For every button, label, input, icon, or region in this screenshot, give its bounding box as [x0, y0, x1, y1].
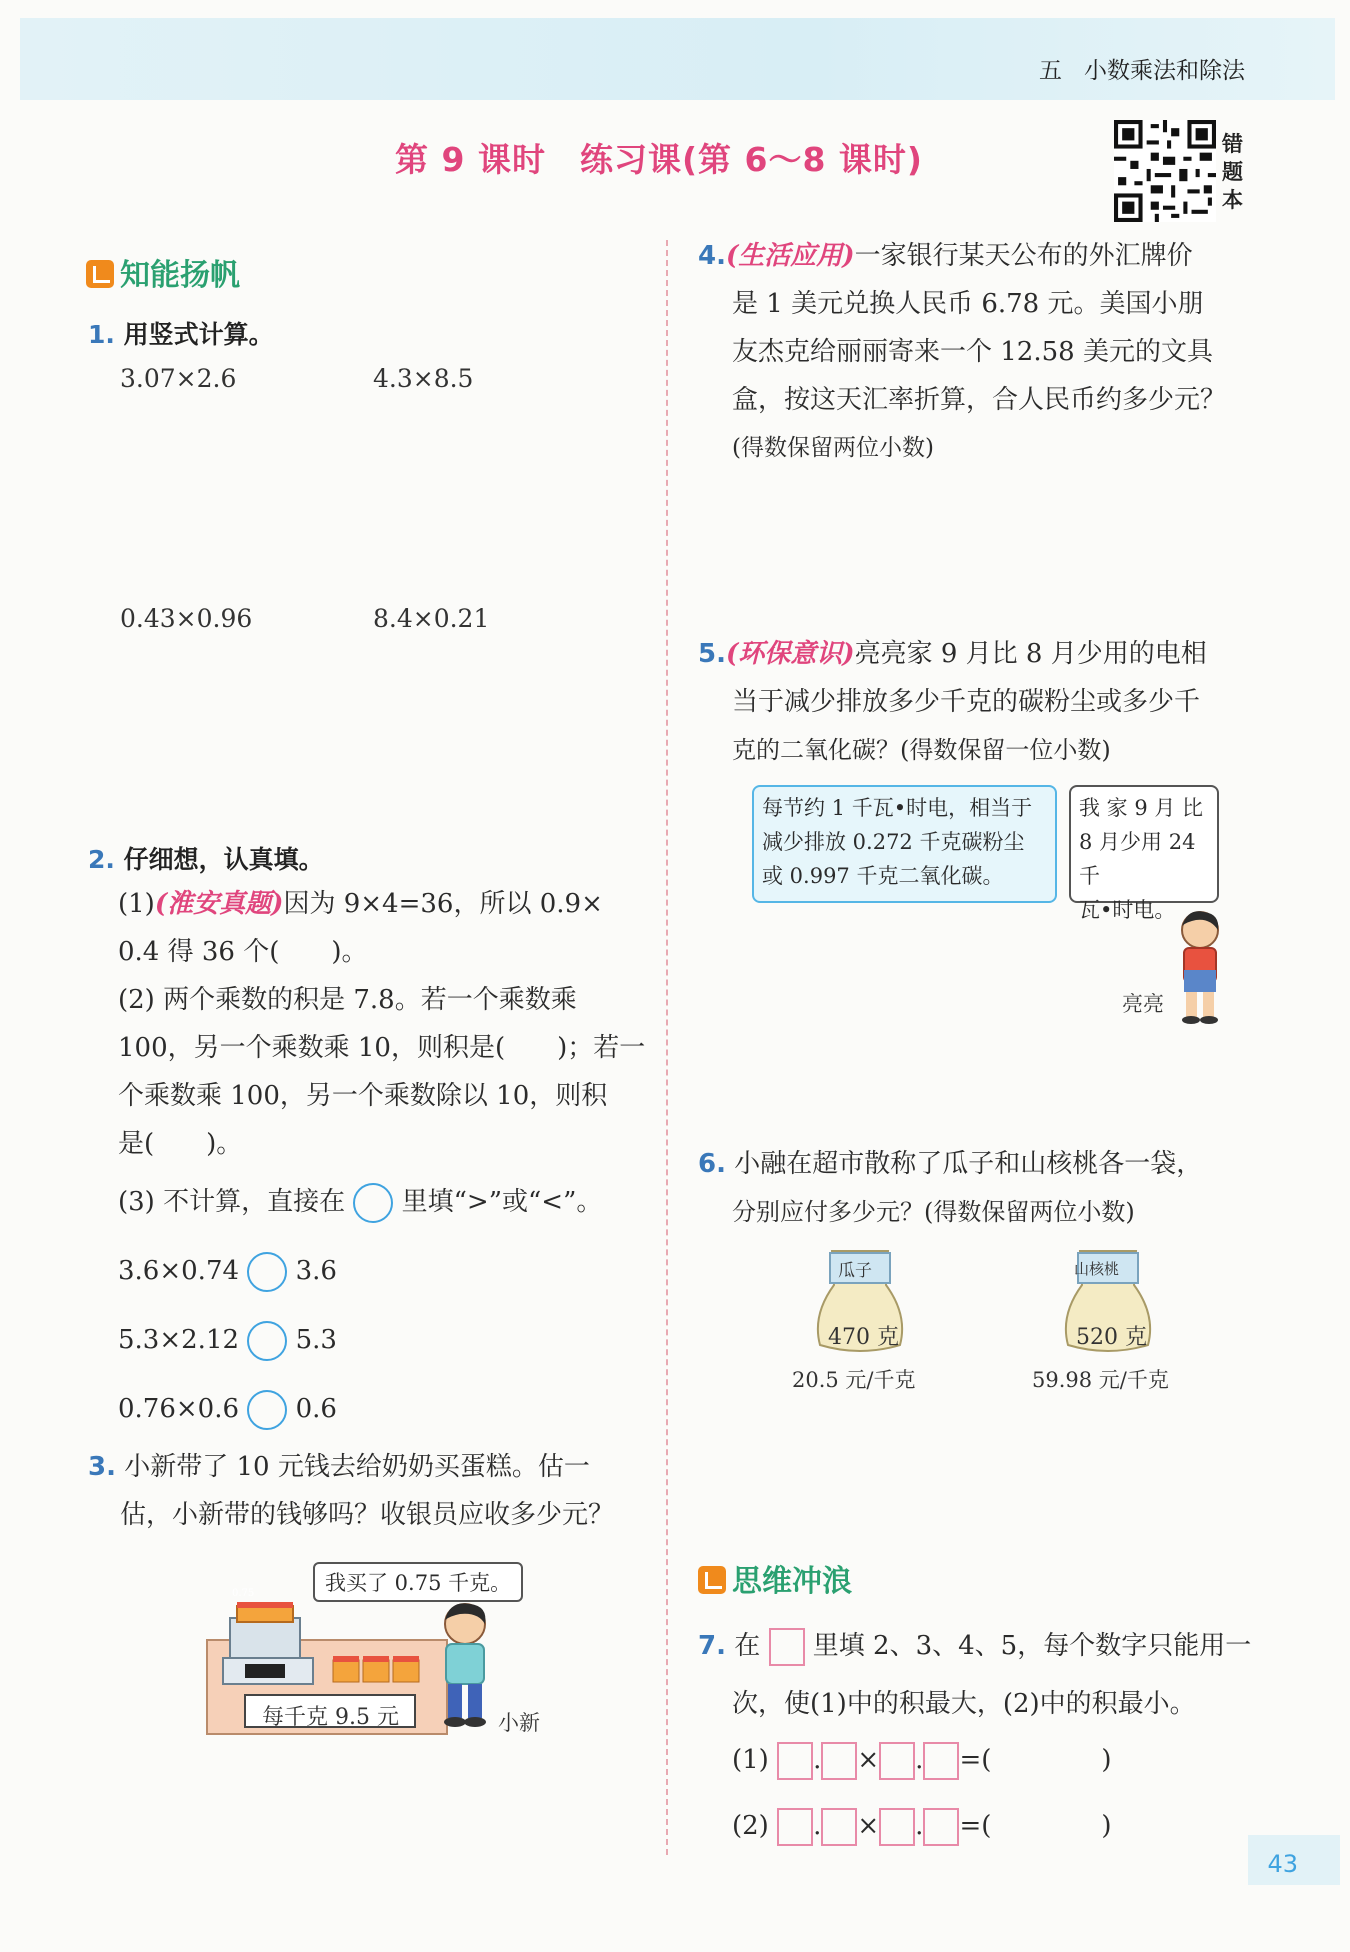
question-text: 用竖式计算。 [123, 320, 274, 349]
page-number: 43 [1267, 1850, 1298, 1878]
digit-box[interactable] [923, 1742, 959, 1780]
q5-line1 [698, 630, 1207, 678]
bag-price: 59.98 元/千克 [1032, 1368, 1169, 1392]
close-paren: ) [1101, 1745, 1112, 1775]
compare-left: 3.6×0.74 [118, 1256, 240, 1286]
question-text: 一家银行某天公布的外汇牌价 [854, 241, 1193, 271]
compare-left: 5.3×2.12 [118, 1325, 240, 1355]
q5-line2: 当于减少排放多少千克的碳粉尘或多少千 [732, 687, 1201, 717]
sail-icon [86, 260, 114, 288]
source-tag: (生活应用) [725, 241, 855, 271]
question-text: 里填“>”或“<”。 [401, 1187, 603, 1217]
qr-label [1222, 130, 1248, 214]
equals-sign: =( [959, 1811, 992, 1841]
source-tag: (环保意识) [725, 639, 855, 669]
question-number: 1. [88, 320, 115, 349]
q3-line2: 估，小新带的钱够吗？收银员应收多少元？ [120, 1500, 615, 1530]
question-number: 6. [698, 1149, 726, 1179]
compare-right: 5.3 [295, 1325, 337, 1355]
equals-sign: =( [959, 1745, 992, 1775]
source-tag: (淮安真题) [154, 889, 284, 919]
compare-left: 0.76×0.6 [118, 1394, 240, 1424]
section-heading-2 [698, 1556, 852, 1600]
row-label: (2) [732, 1811, 769, 1841]
fact-line: 减少排放 0.272 千克碳粉尘 [762, 830, 1025, 854]
q2-part2-line4: 是( )。 [118, 1129, 243, 1159]
price-sign: 每千克 9.5 元 [262, 1705, 399, 1730]
q2-part3-line [118, 1178, 602, 1226]
section-title: 知能扬帆 [120, 258, 240, 293]
comparison-row [118, 1316, 337, 1364]
bag-weight: 520 克 [1076, 1325, 1147, 1350]
xiaoxin-label: 小新 [498, 1711, 540, 1735]
q3-speech-bubble: 我买了 0.75 千克。 [313, 1562, 523, 1602]
q6-line1 [698, 1140, 1202, 1188]
q1-expr-3: 0.43×0.96 [120, 604, 253, 633]
digit-box[interactable] [777, 1808, 813, 1846]
comparison-row [118, 1385, 337, 1433]
q4-line3: 友杰克给丽丽寄来一个 12.58 美元的文具 [732, 337, 1213, 367]
qr-label-char: 本 [1222, 188, 1243, 212]
q7-row-2 [732, 1802, 1112, 1850]
digit-box[interactable] [879, 1808, 915, 1846]
times-sign: × [857, 1745, 880, 1775]
compare-circle-example [353, 1183, 393, 1223]
q7-row-1 [732, 1736, 1112, 1784]
question-text: (3) 不计算，直接在 [118, 1187, 346, 1217]
q1-expr-1: 3.07×2.6 [120, 364, 237, 393]
q4-line5: (得数保留两位小数) [732, 435, 934, 461]
part-label: (1) [118, 889, 155, 919]
close-paren: ) [1101, 1811, 1112, 1841]
q2-part1-line1 [118, 880, 603, 928]
comparison-row [118, 1247, 337, 1295]
q7-line2: 次，使(1)中的积最大，(2)中的积最小。 [732, 1689, 1196, 1719]
compare-right: 0.6 [295, 1394, 337, 1424]
qr-label-char: 错 [1222, 132, 1243, 156]
chapter-number: 五 [1039, 58, 1062, 84]
section-title: 思维冲浪 [732, 1564, 852, 1599]
chapter-title [1039, 52, 1245, 85]
column-divider [666, 240, 668, 1855]
section-heading-1 [86, 250, 240, 294]
q4-line2: 是 1 美元兑换人民币 6.78 元。美国小朋 [732, 289, 1204, 319]
digit-box[interactable] [821, 1742, 857, 1780]
q2-part2-line2: 100，另一个乘数乘 10，则积是( )；若一 [118, 1033, 646, 1063]
row-label: (1) [732, 1745, 769, 1775]
digit-box[interactable] [777, 1742, 813, 1780]
question-number: 5. [698, 639, 726, 669]
question-text: 小融在超市散称了瓜子和山核桃各一袋， [734, 1149, 1203, 1179]
compare-answer-circle[interactable] [247, 1252, 287, 1292]
chapter-name: 小数乘法和除法 [1084, 58, 1245, 84]
digit-box[interactable] [923, 1808, 959, 1846]
bag-label: 山核桃 [1074, 1260, 1120, 1278]
wave-icon [698, 1566, 726, 1594]
qr-code-icon[interactable] [1114, 120, 1216, 222]
question-number: 2. [88, 845, 115, 874]
energy-fact-box [752, 785, 1057, 903]
q5-line3: 克的二氧化碳？(得数保留一位小数) [732, 736, 1111, 764]
question-text: 因为 9×4=36，所以 0.9× [283, 889, 603, 919]
compare-answer-circle[interactable] [247, 1390, 287, 1430]
q7-line1 [698, 1622, 1251, 1670]
liangliang-label: 亮亮 [1122, 992, 1164, 1016]
q4-line4: 盒，按这天汇率折算，合人民币约多少元？ [732, 385, 1227, 415]
q2-part2-line3: 个乘数乘 100，另一个乘数除以 10，则积 [118, 1081, 608, 1111]
question-number: 4. [698, 241, 726, 271]
q2-part2-line1: (2) 两个乘数的积是 7.8。若一个乘数乘 [118, 985, 577, 1015]
question-text: 仔细想，认真填。 [123, 845, 324, 874]
question-number: 7. [698, 1631, 726, 1661]
question-text: 小新带了 10 元钱去给奶奶买蛋糕。估一 [124, 1452, 590, 1482]
question-text: 亮亮家 9 月比 8 月少用的电相 [854, 639, 1207, 669]
q2-title [88, 840, 324, 876]
decimal-point: . [915, 1745, 924, 1775]
digit-box[interactable] [879, 1742, 915, 1780]
fact-line: 每节约 1 千瓦•时电，相当于 [762, 796, 1033, 820]
digit-box[interactable] [821, 1808, 857, 1846]
fact-line: 或 0.997 千克二氧化碳。 [762, 864, 1004, 888]
bag-label: 瓜子 [838, 1261, 872, 1281]
bag-weight: 470 克 [828, 1325, 899, 1350]
q3-line1 [88, 1443, 590, 1491]
scale-display: 0.75 [232, 1588, 255, 1599]
q1-expr-4: 8.4×0.21 [373, 604, 490, 633]
question-number: 3. [88, 1452, 116, 1482]
q2-part1-line2: 0.4 得 36 个( )。 [118, 937, 368, 967]
times-sign: × [857, 1811, 880, 1841]
boy-xiaoxin-illustration [430, 1598, 500, 1728]
decimal-point: . [915, 1811, 924, 1841]
lesson-title: 第 9 课时 练习课(第 6～8 课时) [395, 140, 924, 179]
speech-line: 我 家 9 月 比 [1079, 796, 1204, 820]
q1-title [88, 315, 274, 351]
answer-box-example [769, 1628, 805, 1666]
qr-label-char: 题 [1222, 160, 1243, 184]
question-text: 里填 2、3、4、5，每个数字只能用一 [812, 1631, 1252, 1661]
speech-line: 8 月少用 24 千 [1079, 830, 1196, 888]
compare-right: 3.6 [295, 1256, 337, 1286]
speech-line: 瓦•时电。 [1079, 898, 1176, 922]
decimal-point: . [813, 1745, 822, 1775]
q4-line1 [698, 232, 1193, 280]
decimal-point: . [813, 1811, 822, 1841]
boy-liangliang-illustration [1170, 908, 1230, 1026]
question-text: 在 [734, 1631, 761, 1661]
compare-answer-circle[interactable] [247, 1321, 287, 1361]
q6-line2: 分别应付多少元？(得数保留两位小数) [732, 1198, 1135, 1226]
bag-price: 20.5 元/千克 [792, 1368, 916, 1392]
q1-expr-2: 4.3×8.5 [373, 364, 474, 393]
liangliang-speech-bubble [1069, 785, 1219, 922]
